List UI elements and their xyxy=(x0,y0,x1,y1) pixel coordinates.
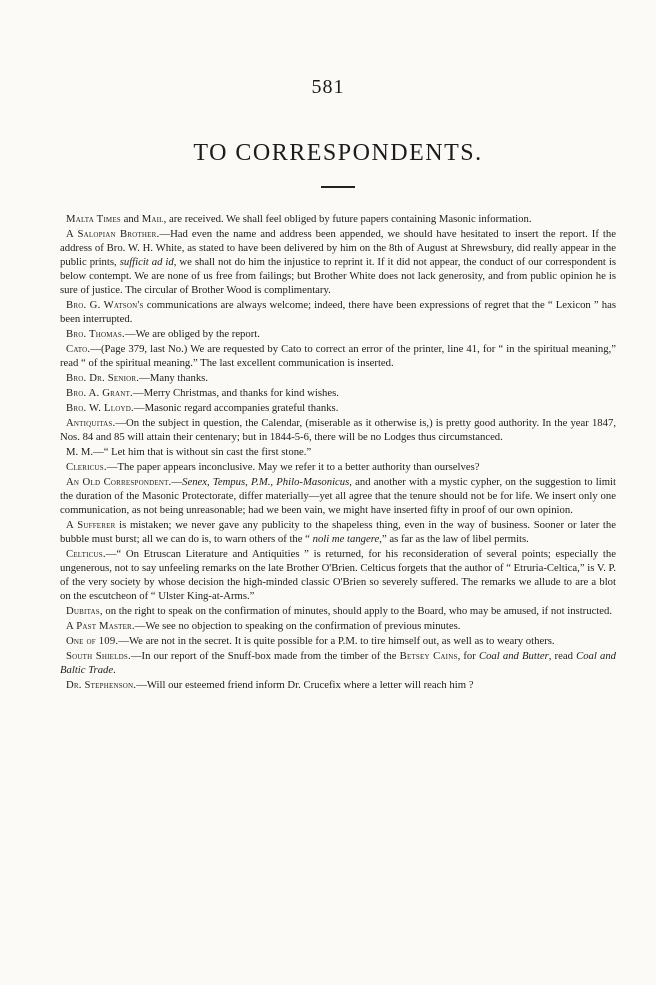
paragraph-text: —“ On Etruscan Literature and Antiquities ” is returned, for his reconsideration of several points; especially the ungenerous, not to say unfeeling remarks on the late Brother O'Brien. Celticus forgets that the author of “ Etruria-Celtica,” is V. P. of the very society by whose decision the high-minded classic O'Brien so severely suffered. The remarks we allude to are a blot on the escutcheon of “ Ulster King-at-Arms.” xyxy=(60,548,616,602)
page-number: 581 xyxy=(311,76,345,98)
paragraph-malta-times xyxy=(60,212,616,226)
paragraph-text: —Had even the name and address been appended, we should have hesitated to insert the report. If the address of Bro. W. H. White, as stated to have been delivered by him on the 8th of August at Shrewsbury, did really appear in the public prints, xyxy=(60,228,616,268)
paragraph-salopian-brother xyxy=(60,227,616,297)
paragraph-lloyd xyxy=(60,401,616,415)
paragraph-old-correspondent xyxy=(60,475,616,517)
paragraph-text: ,” as far as the law of libel permits. xyxy=(379,533,529,545)
paragraph-lead: A Salopian Brother. xyxy=(66,228,160,240)
paragraph-lead: South Shields. xyxy=(66,650,131,662)
paragraph-text: —Many thanks. xyxy=(139,372,209,384)
paragraph-lead: Malta Times xyxy=(66,213,121,225)
paragraph-lead: Bro. W. Lloyd. xyxy=(66,402,134,414)
paragraph-text: —We are obliged by the report. xyxy=(124,328,260,340)
paragraph-text: —Will our esteemed friend inform Dr. Crucefix where a letter will reach him ? xyxy=(136,679,474,691)
paragraph-text: —The paper appears inconclusive. May we refer it to a better authority than ourselves? xyxy=(106,461,480,473)
paragraph-italic: sufficit ad id xyxy=(119,256,174,268)
paragraph-text: —Masonic regard accompanies grateful thanks. xyxy=(133,402,339,414)
paragraph-italic: Coal and Baltic Trade xyxy=(60,650,617,676)
page-title: TO CORRESPONDENTS. xyxy=(193,140,483,166)
paragraph-italic: Coal and Butter xyxy=(478,650,549,662)
paragraph-lead: Bro. G. Watson's xyxy=(66,299,144,311)
paragraph-text: —On the subject in question, the Calendar, (miserable as it otherwise is,) is pretty good authority. In the year 1847, Nos. 84 and 85 will attain their centenary; but in 1844-5-6, there will be no Lodges thus circumstanced. xyxy=(60,417,616,443)
paragraph-text: —In our report of the Snuff-box made from the timber of the xyxy=(130,650,400,662)
paragraph-mm xyxy=(60,445,616,459)
paragraph-lead: M. M. xyxy=(66,446,94,458)
paragraph-senior xyxy=(60,371,616,385)
paragraph-text: —(Page 379, last No.) We are requested by Cato to correct an error of the printer, line 41, for “ in the spiritual meaning,” read “ of the spiritual meaning.” The last excellent communication is inserted. xyxy=(60,343,616,369)
paragraph-lead: Mail xyxy=(141,213,164,225)
paragraph-text: communications are always welcome; indeed, there have been expressions of regret that the “ Lexicon ” has been interrupted. xyxy=(60,299,616,325)
paragraph-italic: noli me tangere xyxy=(312,533,380,545)
paragraph-lead: Dubitas, xyxy=(66,605,103,617)
paragraph-text: —Merry Christmas, and thanks for kind wishes. xyxy=(132,387,339,399)
correspondents-body xyxy=(60,212,616,692)
paragraph-sufferer xyxy=(60,518,616,546)
paragraph-celticus xyxy=(60,547,616,603)
paragraph-text: , read xyxy=(548,650,577,662)
paragraph-text: —“ Let him that is without sin cast the first stone.” xyxy=(93,446,312,458)
title-divider xyxy=(321,186,355,188)
paragraph-grant xyxy=(60,386,616,400)
paragraph-lead: Antiquitas. xyxy=(66,417,116,429)
paragraph-text: . xyxy=(113,664,116,676)
paragraph-clericus xyxy=(60,460,616,474)
paragraph-lead: Dr. Stephenson. xyxy=(66,679,137,691)
paragraph-cato xyxy=(60,342,616,370)
paragraph-thomas xyxy=(60,327,616,341)
paragraph-lead: Clericus. xyxy=(66,461,107,473)
paragraph-text: , we shall not do him the injustice to reprint it. If it did not appear, the conduct of our correspondent is below contempt. We are none of us free from failings; but Brother White does not lack generosity, and from public opinion he is sure of justice. The circular of Brother Wood is complimentary. xyxy=(60,256,616,296)
paragraph-watson xyxy=(60,298,616,326)
paragraph-text: and another with a mystic cypher, on the suggestion to limit the duration of the Masonic Protectorate, differ materially—yet all agree that the tenure should not be for life. We insert only one communication, as not being unreasonable; had we been vain, we might have inserted fifty in proof of our own opinion. xyxy=(60,476,616,516)
paragraph-text: , are received. We shall feel obliged by future papers containing Masonic information. xyxy=(163,213,532,225)
paragraph-antiquitas xyxy=(60,416,616,444)
paragraph-lead: Celticus. xyxy=(66,548,106,560)
paragraph-lead: Bro. Thomas. xyxy=(66,328,125,340)
paragraph-lead: Betsey Cains xyxy=(399,650,458,662)
paragraph-text: —We are not in the secret. It is quite possible for a P.M. to tire himself out, as well as to weary others. xyxy=(118,635,555,647)
paragraph-text: on the right to speak on the confirmation of minutes, should apply to the Board, who may be amused, if not instructed. xyxy=(102,605,613,617)
paragraph-lead: Bro. A. Grant. xyxy=(66,387,133,399)
paragraph-past-master xyxy=(60,619,616,633)
paragraph-lead: A Sufferer xyxy=(66,519,116,531)
paragraph-text: — xyxy=(171,476,183,488)
paragraph-lead: One of 109. xyxy=(66,635,119,647)
paragraph-text: is mistaken; we never gave any publicity to the shapeless thing, even in the way of business. Sooner or later the bubble must burst; all we can do is, to warn others of the “ xyxy=(60,519,616,545)
paragraph-text: —We see no objection to speaking on the confirmation of previous minutes. xyxy=(134,620,461,632)
paragraph-south-shields xyxy=(60,649,616,677)
paragraph-text: and xyxy=(120,213,142,225)
paragraph-lead: A Past Master. xyxy=(66,620,135,632)
paragraph-italic: Senex, Tempus, P.M., Philo-Masonicus, xyxy=(182,476,352,488)
paragraph-dubitas xyxy=(60,604,616,618)
paragraph-text: , for xyxy=(457,650,479,662)
paragraph-lead: Bro. Dr. Senior. xyxy=(66,372,140,384)
paragraph-lead: Cato. xyxy=(66,343,91,355)
paragraph-one-of-109 xyxy=(60,634,616,648)
paragraph-lead: An Old Correspondent. xyxy=(66,476,172,488)
paragraph-stephenson xyxy=(60,678,616,692)
